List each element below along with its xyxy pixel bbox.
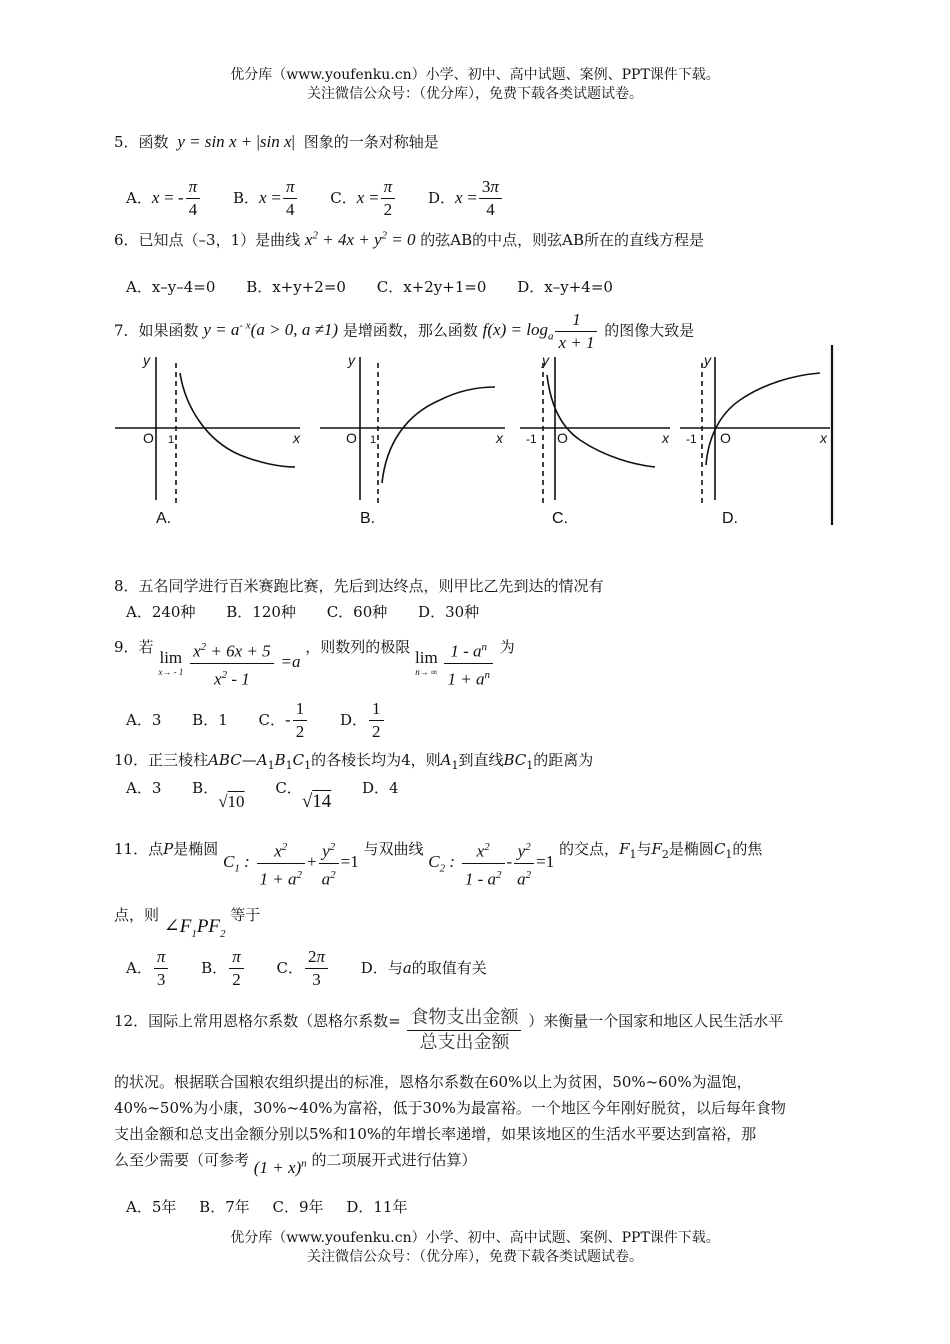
q12-line-5-b: 的二项展开式进行估算）	[311, 1151, 477, 1169]
q12-frac-num: 食物支出金额	[407, 1006, 521, 1031]
graph-c-x-label: x	[662, 430, 669, 446]
graph-a-x-label: x	[293, 430, 300, 446]
graph-d-label: D.	[722, 510, 738, 527]
q12-line-5-a: 么至少需要（可参考	[114, 1151, 250, 1169]
q9-stem-c: 为	[499, 638, 515, 656]
q8-option-d: D．30种	[418, 603, 480, 621]
graph-c-y-label: y	[542, 352, 549, 368]
q9-option-a: A．3	[126, 710, 162, 729]
q10-option-d: D．4	[362, 779, 399, 797]
q7-stem-b: 是增函数，那么函数	[342, 321, 478, 340]
q6-option-d: D．x–y+4=0	[517, 278, 613, 296]
q12-line-3: 40%~50%为小康，30%~40%为富裕，低于30%为最富裕。一个地区今年刚好脱贫，以后每年食物	[114, 1099, 786, 1117]
q11-stem-b: 与双曲线	[363, 840, 424, 858]
q9-formula-2: lim n→ ∞ $\frac{1 - a^n}{1 + a^n}$	[415, 636, 495, 690]
q5-option-c: C．x = $\frac{\pi}{2}$	[330, 189, 397, 207]
q9-stem-b: ，则数列的极限	[305, 638, 411, 656]
q5-option-d: D．x = $\frac{3\pi}{4}$	[428, 189, 504, 207]
graph-a-curve	[180, 373, 295, 467]
q11-option-c: C． $\frac{2\pi}{3}$	[277, 959, 331, 977]
question-6-stem	[114, 229, 704, 250]
q8-option-b: B．120种	[226, 603, 296, 621]
graph-b-origin: O	[346, 430, 357, 446]
q6-stem-b: 的弦AB的中点，则弦AB所在的直线方程是	[420, 231, 705, 249]
header-line-2: 关注微信公众号：（优分库），免费下载各类试题试卷。	[307, 86, 643, 102]
q11-formula-1: $C_1$ : $\frac{x^2}{1 + a^2}$ + $\frac{y^2}{a^2}$ =1	[223, 836, 359, 890]
graph-d	[680, 345, 832, 525]
graph-a-one: 1	[168, 434, 175, 446]
q8-option-a: A．240种	[126, 603, 196, 621]
graph-b-y-label: y	[348, 352, 355, 368]
q12-stem-a: 12．国际上常用恩格尔系数（恩格尔系数=	[114, 1012, 401, 1030]
q11-option-b: B． $\frac{\pi}{2}$	[201, 959, 246, 977]
q6-option-c: C．x+2y+1=0	[376, 278, 487, 296]
q6-formula: $x^2 + 4x + y^2 = 0$	[304, 229, 416, 249]
q8-option-c: C．60种	[326, 603, 388, 621]
q9-formula-1: lim x→ - 1 $\frac{x^2 + 6x + 5}{x^2 - 1}$ =a	[158, 636, 300, 690]
graph-c-curve	[547, 375, 655, 467]
q11-formula-2: $C_2$ : $\frac{x^2}{1 - a^2}$ - $\frac{y^2}{a^2}$ =1	[428, 836, 554, 890]
graph-c-origin: O	[557, 430, 568, 446]
q11-stem-d: 点，则	[114, 906, 160, 924]
q6-option-b: B．x+y+2=0	[246, 278, 346, 296]
question-9-stem	[114, 636, 515, 690]
graph-a-label: A.	[156, 510, 172, 527]
graph-b-one: 1	[370, 434, 377, 446]
footer-line-2: 关注微信公众号：（优分库），免费下载各类试题试卷。	[307, 1249, 643, 1265]
q5-tail: 图象的一条对称轴是	[303, 133, 439, 151]
graph-c-label: C.	[552, 510, 568, 527]
q7-formula-2: $f(x) = \log_a$ $\frac{1}{x + 1}$	[483, 320, 600, 339]
question-8-stem: 8．五名同学进行百米赛跑比赛，先后到达终点，则甲比乙先到达的情况有	[114, 577, 604, 595]
q12-option-b: B．7年	[199, 1198, 250, 1216]
graph-d-neg-one: -1	[686, 432, 697, 446]
q9-option-d: D． $\frac{1}{2}$	[340, 711, 386, 729]
q5-option-b: B．x = $\frac{\pi}{4}$	[233, 189, 299, 207]
q7-graphs	[110, 345, 840, 530]
graph-d-x-label: x	[820, 430, 827, 446]
question-10-options	[126, 777, 425, 812]
graph-b-x-label: x	[496, 430, 503, 446]
q7-formula-1: $y = a^{- x}(a > 0$, a ≠1)	[203, 319, 339, 340]
q11-formula-3: $\angle F_1PF_2$	[163, 916, 226, 940]
q12-line-2: 的状况。根据联合国粮农组织提出的标准，恩格尔系数在60%以上为贫困，50%~60%为温饱，	[114, 1073, 752, 1091]
graph-a-y-label: y	[143, 352, 150, 368]
q9-option-b: B．1	[192, 710, 228, 729]
header-line-1: 优分库（www.youfenku.cn）小学、初中、高中试题、案例、PPT课件下载。	[230, 67, 720, 83]
q9-stem-a: 9．若	[114, 638, 154, 656]
q5-number: 5．函数	[114, 133, 169, 151]
q7-stem-a: 7．如果函数	[114, 321, 199, 340]
question-11-options	[126, 946, 513, 991]
question-12-stem	[114, 1007, 784, 1055]
q12-fraction	[407, 1006, 521, 1055]
graph-d-origin: O	[720, 430, 731, 446]
question-11-stem-2	[114, 903, 261, 940]
q6-option-a: A．x–y–4=0	[126, 278, 216, 296]
question-12-options	[126, 1196, 433, 1217]
graph-c-neg-one: -1	[526, 432, 537, 446]
footer-line-1: 优分库（www.youfenku.cn）小学、初中、高中试题、案例、PPT课件下载。	[230, 1230, 720, 1246]
q9-option-c: C．- $\frac{1}{2}$	[259, 711, 310, 729]
graph-a-origin: O	[143, 430, 154, 446]
question-10-stem: 10．正三棱柱$ABC—A_1B_1C_1$的各棱长均为4，则$A_1$到直线$BC_1$的距离为	[114, 751, 594, 772]
graph-c	[520, 357, 670, 503]
q10-option-c: C．√14	[275, 779, 332, 812]
q12-formula: $(1 + x)^n$	[253, 1157, 307, 1177]
q11-option-a: A． $\frac{\pi}{3}$	[126, 959, 170, 977]
q12-line-4: 支出金额和总支出金额分别以5%和10%的年增长率递增，如果该地区的生活水平要达到富裕，那	[114, 1125, 757, 1143]
q10-option-b: B．√10	[192, 779, 245, 811]
q11-stem-e: 等于	[230, 906, 261, 924]
graph-d-curve	[706, 373, 820, 465]
q12-option-d: D．11年	[346, 1198, 408, 1216]
graph-b-label: B.	[360, 510, 376, 527]
question-5-stem	[114, 131, 439, 152]
question-6-options	[126, 276, 639, 297]
question-5-options	[126, 176, 530, 221]
q5-formula-render: y = sin x + |sin x|	[177, 132, 295, 151]
q12-stem-b: ）来衡量一个国家和地区人民生活水平	[528, 1012, 784, 1030]
q12-frac-den: 总支出金额	[419, 1032, 510, 1053]
q7-stem-c: 的图像大致是	[604, 321, 695, 340]
q12-option-a: A．5年	[126, 1198, 177, 1216]
q12-line-5	[114, 1149, 477, 1177]
q5-option-a: A．x = - $\frac{\pi}{4}$	[126, 189, 202, 207]
q10-option-a: A．3	[126, 779, 162, 797]
graph-d-y-label: y	[704, 352, 711, 368]
question-9-options	[126, 698, 412, 743]
question-11-stem: 11．点P是椭圆 $C_1$ : $\frac{x^2}{1 + a^2}$ + $\frac{y^2}{a^2}$ =1 与双曲线 $C_2$ : $\frac{x^2}{1 - a^2}$ - $\frac{y^2}{a^2}$ =1 的交点，$F_1$与$F_2$是椭圆$C_1$的焦	[114, 838, 762, 890]
q11-option-d: D．与a的取值有关	[360, 958, 487, 977]
graph-b-curve	[382, 387, 495, 483]
question-8-options	[126, 601, 505, 622]
q6-stem-a: 6．已知点（–3，1）是曲线	[114, 231, 301, 249]
q12-option-c: C．9年	[272, 1198, 324, 1216]
